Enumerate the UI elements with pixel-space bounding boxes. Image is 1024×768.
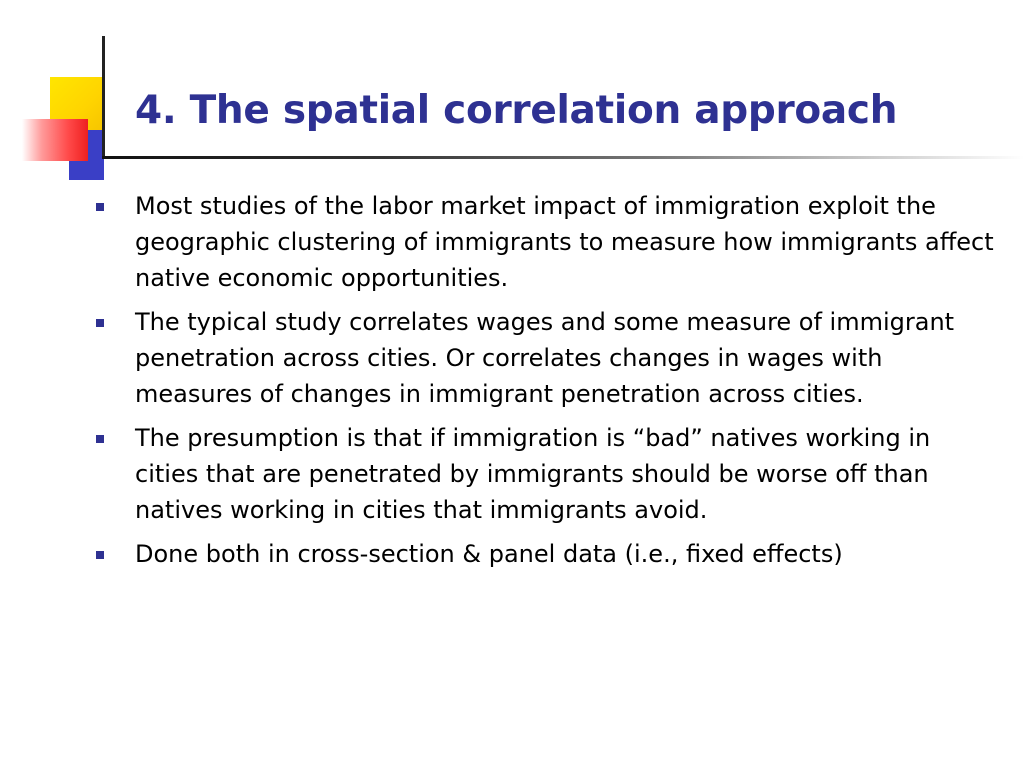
bullet-list bbox=[96, 188, 996, 580]
slide-title: 4. The spatial correlation approach bbox=[135, 88, 898, 133]
bullet-text: The typical study correlates wages and some measure of immigrant penetration across cities. Or correlates changes in wages with measures of changes in immigrant penetration across cities. bbox=[135, 308, 955, 408]
bullet-text: The presumption is that if immigration is “bad” natives working in cities that are penetrated by immigrants should be worse off than natives working in cities that immigrants avoid. bbox=[135, 424, 931, 524]
square-bullet-icon bbox=[96, 203, 104, 211]
bullet-item bbox=[96, 304, 996, 412]
title-underline-rule bbox=[102, 156, 1024, 159]
bullet-text: Done both in cross-section & panel data (i.e., fixed effects) bbox=[135, 540, 843, 568]
title-vertical-rule bbox=[102, 36, 105, 159]
bullet-item bbox=[96, 420, 996, 528]
decorative-red-bar bbox=[22, 119, 88, 161]
square-bullet-icon bbox=[96, 551, 104, 559]
square-bullet-icon bbox=[96, 435, 104, 443]
square-bullet-icon bbox=[96, 319, 104, 327]
bullet-text: Most studies of the labor market impact of immigration exploit the geographic clustering of immigrants to measure how immigrants affect native economic opportunities. bbox=[135, 192, 994, 292]
bullet-item bbox=[96, 536, 996, 572]
bullet-item bbox=[96, 188, 996, 296]
